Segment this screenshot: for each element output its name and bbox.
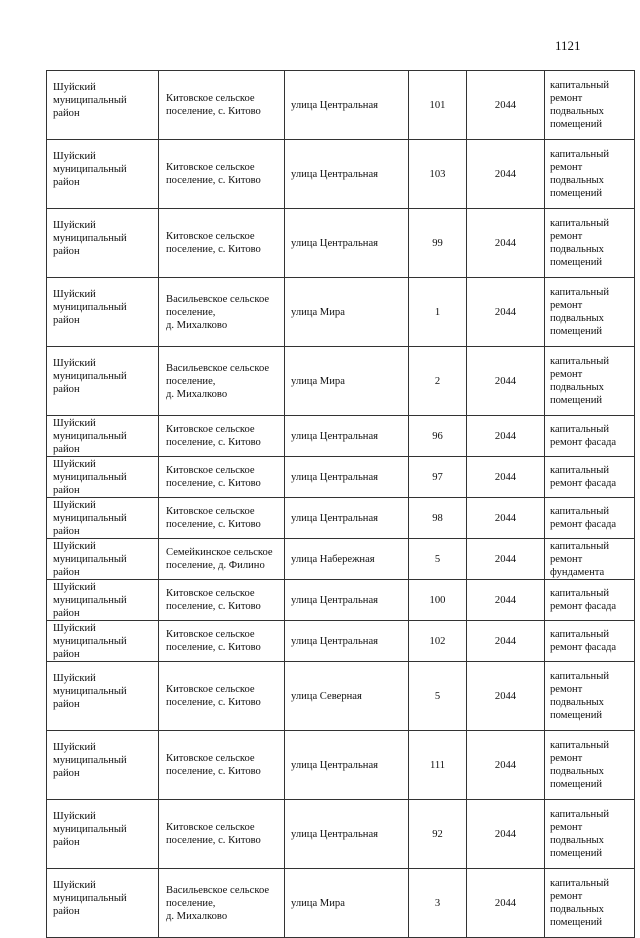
house-number-cell-text: 1 [434,306,441,318]
street-cell [285,800,409,869]
house-number-cell [409,140,467,209]
year-cell-text: 2044 [494,594,517,606]
year-cell [467,731,545,800]
settlement-cell [159,539,285,580]
district-cell-text: Шуйский муниципальный район [53,151,127,188]
district-cell-text: Шуйский муниципальный район [53,459,127,496]
year-cell-text: 2044 [494,99,517,111]
settlement-cell [159,800,285,869]
district-cell [47,278,159,347]
street-cell [285,416,409,457]
district-cell [47,539,159,580]
table-row [47,800,635,869]
street-cell-text: улица Центральная [291,99,379,111]
district-cell-text: Шуйский муниципальный район [53,742,127,779]
settlement-cell-text: Васильевское сельское поселение, д. Михалково [166,293,270,331]
house-number-cell-text: 100 [429,594,446,606]
work-type-cell-text: капитальный ремонт фасада [550,588,617,612]
settlement-cell [159,498,285,539]
year-cell [467,621,545,662]
settlement-cell-text: Китовское сельское поселение, с. Китово [166,684,261,708]
house-number-cell-text: 96 [432,430,443,442]
house-number-cell [409,347,467,416]
street-cell [285,209,409,278]
table-row [47,580,635,621]
district-cell-text: Шуйский муниципальный район [53,82,127,119]
year-cell-text: 2044 [494,430,517,442]
table-row [47,347,635,416]
table-body [47,71,635,938]
street-cell-text: улица Центральная [291,759,379,771]
work-type-cell [545,140,635,209]
settlement-cell-text: Китовское сельское поселение, с. Китово [166,162,261,186]
work-type-cell-text: капитальный ремонт подвальных помещений [550,218,610,268]
work-type-cell [545,580,635,621]
house-number-cell [409,278,467,347]
district-cell [47,416,159,457]
table-row [47,498,635,539]
house-number-cell [409,209,467,278]
settlement-cell-text: Китовское сельское поселение, с. Китово [166,506,261,530]
house-number-cell-text: 2 [434,375,441,387]
settlement-cell-text: Семейкинское сельское поселение, д. Филино [166,547,273,571]
table-row [47,416,635,457]
year-cell [467,71,545,140]
year-cell-text: 2044 [494,828,517,840]
year-cell [467,278,545,347]
settlement-cell-text: Китовское сельское поселение, с. Китово [166,822,261,846]
house-number-cell [409,800,467,869]
district-cell [47,869,159,938]
year-cell-text: 2044 [494,237,517,249]
year-cell [467,457,545,498]
year-cell-text: 2044 [494,553,517,565]
work-type-cell-text: капитальный ремонт фасада [550,424,617,448]
work-type-cell-text: капитальный ремонт подвальных помещений [550,80,610,130]
table-row [47,71,635,140]
table-row [47,140,635,209]
street-cell-text: улица Мира [291,375,345,387]
house-number-cell-text: 99 [432,237,443,249]
street-cell [285,731,409,800]
work-type-cell-text: капитальный ремонт подвальных помещений [550,287,610,337]
district-cell-text: Шуйский муниципальный район [53,880,127,917]
district-cell [47,498,159,539]
district-cell-text: Шуйский муниципальный район [53,358,127,395]
settlement-cell-text: Китовское сельское поселение, с. Китово [166,424,261,448]
work-type-cell-text: капитальный ремонт подвальных помещений [550,809,610,859]
district-cell [47,347,159,416]
work-type-cell [545,416,635,457]
settlement-cell [159,416,285,457]
settlement-cell [159,580,285,621]
year-cell-text: 2044 [494,512,517,524]
year-cell [467,869,545,938]
street-cell [285,539,409,580]
settlement-cell [159,347,285,416]
settlement-cell [159,457,285,498]
house-number-cell-text: 111 [429,759,446,771]
house-number-cell-text: 5 [434,690,441,702]
work-type-cell-text: капитальный ремонт фасада [550,629,617,653]
house-number-cell [409,539,467,580]
year-cell-text: 2044 [494,375,517,387]
work-type-cell-text: капитальный ремонт подвальных помещений [550,878,610,928]
street-cell [285,140,409,209]
year-cell-text: 2044 [494,471,517,483]
table-row [47,731,635,800]
house-number-cell [409,416,467,457]
year-cell-text: 2044 [494,759,517,771]
house-number-cell [409,580,467,621]
settlement-cell [159,662,285,731]
street-cell [285,498,409,539]
work-type-cell-text: капитальный ремонт фасада [550,506,617,530]
work-type-cell [545,347,635,416]
settlement-cell-text: Китовское сельское поселение, с. Китово [166,629,261,653]
year-cell-text: 2044 [494,897,517,909]
street-cell [285,869,409,938]
street-cell-text: улица Мира [291,306,345,318]
district-cell-text: Шуйский муниципальный район [53,811,127,848]
work-type-cell [545,800,635,869]
house-number-cell-text: 102 [429,635,446,647]
year-cell [467,347,545,416]
table-row [47,621,635,662]
settlement-cell-text: Китовское сельское поселение, с. Китово [166,465,261,489]
year-cell [467,662,545,731]
house-number-cell-text: 92 [432,828,443,840]
settlement-cell-text: Китовское сельское поселение, с. Китово [166,753,261,777]
table-row [47,662,635,731]
street-cell-text: улица Центральная [291,635,379,647]
work-type-cell-text: капитальный ремонт подвальных помещений [550,149,610,199]
district-cell-text: Шуйский муниципальный район [53,673,127,710]
street-cell [285,662,409,731]
district-cell-text: Шуйский муниципальный район [53,220,127,257]
house-number-cell-text: 3 [434,897,441,909]
work-type-cell [545,731,635,800]
settlement-cell [159,71,285,140]
street-cell [285,347,409,416]
house-number-cell-text: 5 [434,553,441,565]
street-cell [285,580,409,621]
year-cell-text: 2044 [494,690,517,702]
street-cell-text: улица Центральная [291,237,379,249]
settlement-cell-text: Васильевское сельское поселение, д. Михалково [166,884,270,922]
work-type-cell-text: капитальный ремонт подвальных помещений [550,740,610,790]
district-cell-text: Шуйский муниципальный район [53,418,127,455]
house-number-cell [409,498,467,539]
work-type-cell [545,278,635,347]
street-cell [285,71,409,140]
house-number-cell-text: 97 [432,471,443,483]
work-type-cell [545,662,635,731]
settlement-cell [159,621,285,662]
street-cell [285,457,409,498]
district-cell [47,457,159,498]
table-row [47,209,635,278]
district-cell [47,580,159,621]
district-cell-text: Шуйский муниципальный район [53,500,127,537]
district-cell [47,209,159,278]
year-cell [467,539,545,580]
year-cell [467,580,545,621]
work-type-cell [545,539,635,580]
work-type-cell [545,457,635,498]
work-type-cell-text: капитальный ремонт подвальных помещений [550,356,610,406]
district-cell-text: Шуйский муниципальный район [53,623,127,660]
street-cell-text: улица Центральная [291,471,379,483]
house-number-cell [409,731,467,800]
house-number-cell-text: 103 [429,168,446,180]
house-number-cell [409,71,467,140]
district-cell-text: Шуйский муниципальный район [53,541,127,578]
street-cell-text: улица Набережная [291,553,375,565]
year-cell [467,498,545,539]
house-number-cell-text: 98 [432,512,443,524]
settlement-cell-text: Васильевское сельское поселение, д. Михалково [166,362,270,400]
repair-schedule-table [46,70,635,938]
work-type-cell [545,869,635,938]
street-cell-text: улица Центральная [291,828,379,840]
year-cell [467,800,545,869]
work-type-cell-text: капитальный ремонт фундамента [550,540,610,578]
street-cell-text: улица Центральная [291,594,379,606]
district-cell [47,731,159,800]
year-cell-text: 2044 [494,306,517,318]
street-cell-text: улица Центральная [291,512,379,524]
house-number-cell [409,662,467,731]
table-row [47,539,635,580]
settlement-cell [159,731,285,800]
district-cell [47,71,159,140]
year-cell-text: 2044 [494,168,517,180]
house-number-cell-text: 101 [429,99,446,111]
work-type-cell-text: капитальный ремонт фасада [550,465,617,489]
settlement-cell-text: Китовское сельское поселение, с. Китово [166,93,261,117]
work-type-cell [545,71,635,140]
settlement-cell-text: Китовское сельское поселение, с. Китово [166,231,261,255]
table-row [47,457,635,498]
table-row [47,869,635,938]
district-cell-text: Шуйский муниципальный район [53,582,127,619]
street-cell-text: улица Северная [291,690,362,702]
district-cell-text: Шуйский муниципальный район [53,289,127,326]
work-type-cell [545,498,635,539]
district-cell [47,800,159,869]
work-type-cell [545,209,635,278]
settlement-cell [159,869,285,938]
district-cell [47,621,159,662]
street-cell [285,621,409,662]
settlement-cell [159,209,285,278]
year-cell [467,140,545,209]
settlement-cell [159,140,285,209]
work-type-cell-text: капитальный ремонт подвальных помещений [550,671,610,721]
page-number: 1121 [555,38,581,53]
house-number-cell [409,621,467,662]
work-type-cell [545,621,635,662]
street-cell-text: улица Мира [291,897,345,909]
street-cell-text: улица Центральная [291,168,379,180]
settlement-cell-text: Китовское сельское поселение, с. Китово [166,588,261,612]
house-number-cell [409,457,467,498]
district-cell [47,662,159,731]
table-row [47,278,635,347]
year-cell-text: 2044 [494,635,517,647]
district-cell [47,140,159,209]
street-cell [285,278,409,347]
year-cell [467,209,545,278]
settlement-cell [159,278,285,347]
year-cell [467,416,545,457]
street-cell-text: улица Центральная [291,430,379,442]
house-number-cell [409,869,467,938]
